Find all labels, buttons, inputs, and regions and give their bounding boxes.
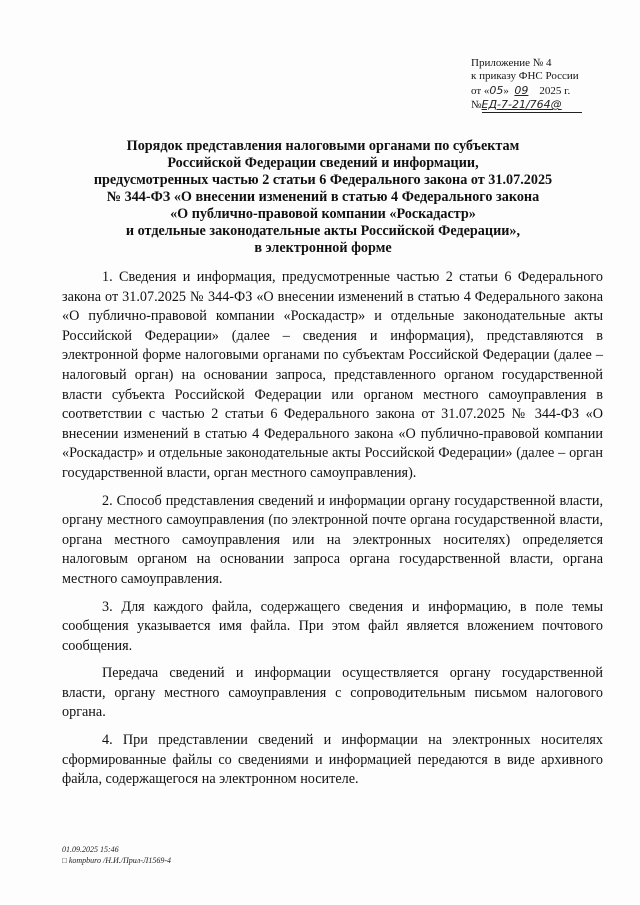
number-prefix: № [471, 99, 482, 112]
title-line-1: Порядок представления налоговыми органами по субъектам [126, 138, 520, 154]
footer-timestamp: 01.09.2025 15:46 [62, 845, 119, 854]
appendix-block [471, 57, 582, 113]
paragraph-2: 2. Способ представления сведений и информации органу государственной власти, органу местного самоуправления (по электронной почте органа государственной власти, органа местного самоуправления или на электронных носителях) определяется налоговым органом на основании запроса органа государственной власти, органа местного самоуправления. [62, 492, 603, 587]
appendix-date [471, 84, 582, 98]
date-month-handwritten: 09 [514, 83, 529, 97]
date-day-handwritten: 05 [489, 83, 504, 97]
document-body [62, 268, 603, 790]
paragraph-5: 4. При представлении сведений и информации на электронных носителях сформированные файлы со сведениями и информацией передаются в виде архивного файла, содержащегося на электронном носителе. [62, 732, 603, 788]
appendix-number [471, 98, 582, 112]
paragraph-4: Передача сведений и информации осуществляется органу государственной власти, органу местного самоуправления с сопроводительным письмом налогового органа. [62, 665, 603, 721]
document-title [90, 138, 556, 257]
paragraph-3: 3. Для каждого файла, содержащего сведения и информацию, в поле темы сообщения указывается имя файла. При этом файл является вложением почтового сообщения. [62, 598, 603, 654]
title-line-5: «О публично-правовой компании «Роскадастр» [170, 206, 476, 222]
footer-meta [62, 844, 171, 866]
appendix-title: Приложение № 4 [471, 57, 552, 69]
title-line-3: предусмотренных частью 2 статьи 6 Федерального закона от 31.07.2025 [93, 172, 553, 188]
title-line-2: Российской Федерации сведений и информации, [167, 155, 479, 171]
paragraph-1: 1. Сведения и информация, предусмотренные частью 2 статьи 6 Федерального закона от 31.07.2025 № 344-ФЗ «О внесении изменений в статью 4 Федерального закона «О публично-правовой компании «Роскадастр» и отдельные законодательные акты Российской Федерации» (далее – сведения и информация), представляются в электронной форме налоговыми органами по субъектам Российской Федерации (далее – налоговый орган) на основании запроса, представленного органом государственной власти субъекта Российской Федерации или органом местного самоуправления в соответствии с частью 2 статьи 6 Федерального закона от 31.07.2025 № 344-ФЗ «О внесении изменений в статью 4 Федерального закона «О публично-правовой компании «Роскадастр» и отдельные законодательные акты Российской Федерации» (далее – орган государственной власти, орган местного самоуправления). [62, 269, 603, 481]
order-number-handwritten: ЕД-7-21/764@ [482, 98, 582, 112]
date-prefix: от « [471, 84, 490, 97]
date-year: 2025 г. [539, 84, 571, 97]
appendix-order-ref: к приказу ФНС России [471, 70, 579, 83]
title-line-7: в электронной форме [254, 240, 392, 256]
footer-path: □ kompburo /Н.И./Прил-Л1569-4 [62, 856, 171, 865]
title-line-4: № 344-ФЗ «О внесении изменений в статью 4 Федерального закона [106, 189, 540, 205]
title-line-6: и отдельные законодательные акты Российской Федерации», [125, 223, 521, 239]
date-mid: » [503, 84, 509, 97]
